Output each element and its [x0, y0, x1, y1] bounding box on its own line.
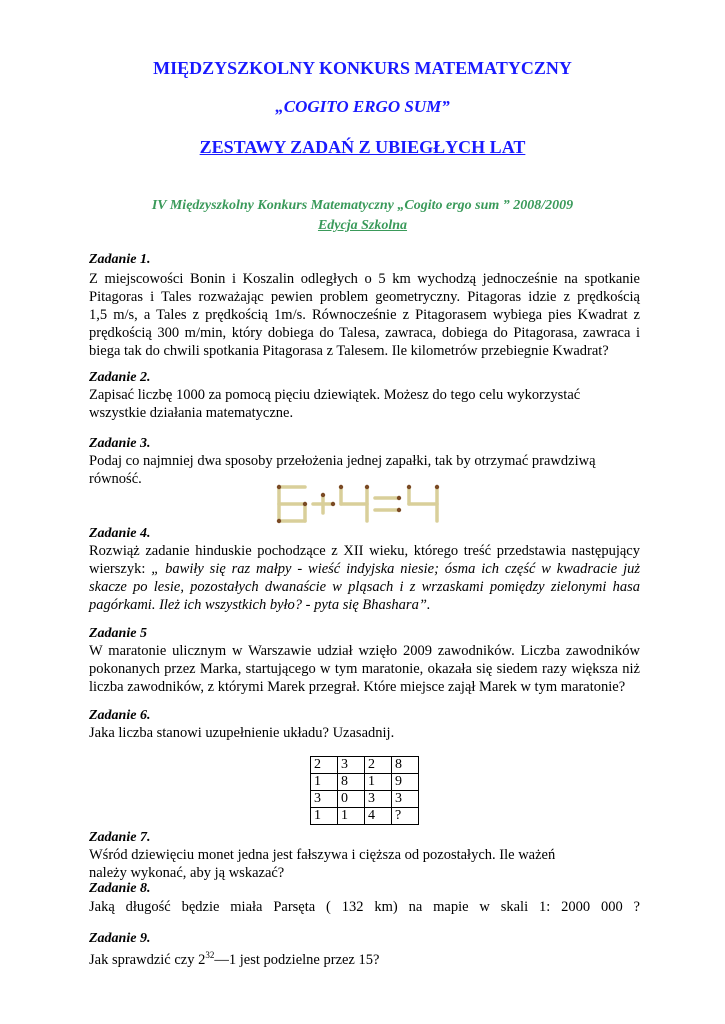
contest-title: MIĘDZYSZKOLNY KONKURS MATEMATYCZNY	[153, 58, 572, 78]
task-1-line: prędkością 300 m/min, który dobiega do Talesa, zawraca, dobiega do Pitagorasa, zawraca i	[89, 325, 640, 341]
grid-cell: 0	[338, 791, 365, 808]
task-1-text	[89, 270, 640, 360]
task-6-text	[89, 724, 649, 742]
task-9-post: —1 jest podzielne przez 15?	[214, 951, 380, 968]
grid-cell: 8	[338, 774, 365, 791]
section-heading: ZESTAWY ZADAŃ Z UBIEGŁYCH LAT	[199, 137, 526, 157]
task-9-pre: Jak sprawdzić czy 2	[89, 951, 206, 968]
grid-cell: 2	[365, 757, 392, 774]
grid-cell: 3	[365, 791, 392, 808]
task-2-title: Zadanie 2.	[89, 370, 151, 385]
task-3-line: równość.	[89, 471, 142, 487]
task-1-line: Z miejscowości Bonin i Koszalin odległych o 5 km wychodzą jednocześnie na spotkanie	[89, 271, 640, 287]
edition-subtitle: Edycja Szkolna	[317, 218, 408, 233]
task-9-line	[89, 946, 649, 969]
grid-cell: ?	[392, 808, 419, 825]
task-5-text	[89, 642, 640, 696]
task-2-line: wszystkie działania matematyczne.	[89, 405, 294, 421]
task-1-line: 1,5 m/s, a Tales z prędkością 1m/s. Równocześnie z Pitagorasem wybiega pies Kwadrat z	[89, 307, 640, 323]
grid-cell: 1	[365, 774, 392, 791]
grid-cell: 3	[311, 791, 338, 808]
task-4-verse: „ bawiły się raz małpy - wieść indyjska niesie; ósma ich część w kwadracie już	[151, 561, 640, 577]
task-5-title: Zadanie 5	[89, 626, 147, 641]
task-1-line: Pitagoras i Tales rozważając pewien problem geometryczny. Pitagoras idzie z prędkością	[89, 289, 640, 305]
grid-cell: 4	[365, 808, 392, 825]
grid-row	[311, 808, 419, 825]
task-9-text	[89, 946, 649, 969]
grid-cell: 3	[392, 791, 419, 808]
matchstick-equation-image	[275, 483, 450, 525]
task-5-line: pokonanych przez Marka, startującego w tym maratonie, okazała się siedem razy większa niż	[89, 661, 640, 677]
task-4-line: Rozwiąż zadanie hinduskie pochodzące z XII wieku, którego treść przedstawia następujący	[89, 543, 640, 559]
grid-cell: 1	[311, 808, 338, 825]
number-grid	[310, 756, 419, 825]
grid-cell: 8	[392, 757, 419, 774]
task-2-text	[89, 386, 649, 422]
task-7-title: Zadanie 7.	[89, 830, 151, 845]
task-3-title: Zadanie 3.	[89, 436, 151, 451]
task-6-line: Jaka liczba stanowi uzupełnienie układu? Uzasadnij.	[89, 725, 395, 741]
grid-cell: 1	[311, 774, 338, 791]
grid-row	[311, 791, 419, 808]
edition-title: IV Międzyszkolny Konkurs Matematyczny „Cogito ergo sum ” 2008/2009	[151, 198, 574, 213]
task-1-title: Zadanie 1.	[89, 252, 151, 267]
grid-cell: 9	[392, 774, 419, 791]
task-7-line: Wśród dziewięciu monet jedna jest fałszywa i cięższa od pozostałych. Ile ważeń	[89, 847, 556, 863]
task-4-line: pagórkami. Ileż ich wszystkich było? - pyta się Bhashara”.	[89, 597, 431, 613]
task-3-line: Podaj co najmniej dwa sposoby przełożenia jednej zapałki, tak by otrzymać prawdziwą	[89, 453, 596, 469]
task-2-line: Zapisać liczbę 1000 za pomocą pięciu dziewiątek. Możesz do tego celu wykorzystać	[89, 387, 581, 403]
grid-row	[311, 757, 419, 774]
task-7-text	[89, 846, 649, 882]
grid-row	[311, 774, 419, 791]
task-4-line	[89, 560, 640, 578]
grid-cell: 2	[311, 757, 338, 774]
grid-cell: 1	[338, 808, 365, 825]
task-7-line: należy wykonać, aby ją wskazać?	[89, 865, 285, 881]
task-1-line: biega tak do chwili spotkania Pitagorasa z Talesem. Ile kilometrów przebiegnie Kwadrat?	[89, 343, 609, 359]
grid-cell: 3	[338, 757, 365, 774]
task-4-line-intro: wierszyk:	[89, 561, 152, 577]
task-4-line: skacze po lesie, pozostałych dwanaście w pląsach i z wrzaskami pomiędzy zielonymi hasa	[89, 579, 640, 595]
task-6-title: Zadanie 6.	[89, 708, 151, 723]
task-4-text	[89, 542, 640, 614]
task-4-title: Zadanie 4.	[89, 526, 151, 541]
task-9-title: Zadanie 9.	[89, 931, 151, 946]
task-8-text	[89, 898, 640, 916]
task-8-title: Zadanie 8.	[89, 881, 151, 896]
contest-motto: „COGITO ERGO SUM”	[275, 97, 450, 116]
task-5-line: W maratonie ulicznym w Warszawie udział wzięło 2009 zawodników. Liczba zawodników	[89, 643, 640, 659]
exponent: 32	[205, 950, 215, 960]
task-5-line: liczba zawodników, z którymi Marek przegrał. Które miejsce zajął Marek w tym maratonie?	[89, 679, 626, 695]
task-8-line: Jaką długość będzie miała Parsęta ( 132 km) na mapie w skali 1: 2000 000 ?	[89, 899, 640, 915]
